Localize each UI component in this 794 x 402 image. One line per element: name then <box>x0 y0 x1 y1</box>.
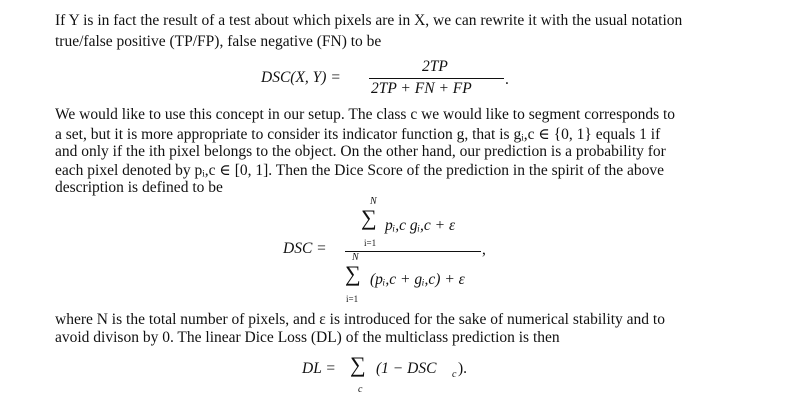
eq3-body: (1 − DSC <box>376 360 437 377</box>
para1-line1: If Y is in fact the result of a test about which pixels are in X, we can rewrite it with the usual notation <box>55 12 683 29</box>
eq2-num-upper-limit: N <box>370 196 377 207</box>
eq3-sum-symbol: ∑ <box>350 352 366 377</box>
eq2-fraction-bar <box>345 251 481 252</box>
eq1-lhs: DSC(X, Y) = <box>261 69 341 86</box>
para2-line5: description is defined to be <box>55 179 223 196</box>
para1-line2: true/false positive (TP/FP), false negative (FN) to be <box>55 33 382 50</box>
eq1-period: . <box>505 71 509 88</box>
para2-line3: and only if the ith pixel belongs to the object. On the other hand, our prediction is a probability for <box>55 143 666 160</box>
eq2-den-body: (pᵢ,c + gᵢ,c) + ε <box>370 271 465 288</box>
eq2-den-lower-limit: i=1 <box>346 294 359 304</box>
eq2-den-sum-symbol: ∑ <box>345 261 361 286</box>
eq3-lower-limit: c <box>358 384 363 395</box>
eq2-lhs: DSC = <box>283 240 327 257</box>
eq2-comma: , <box>482 241 486 258</box>
eq3-subscript: c <box>452 369 457 380</box>
eq3-close: ). <box>458 360 468 377</box>
eq2-num-lower-limit: i=1 <box>364 238 377 248</box>
eq1-fraction-bar <box>369 78 504 79</box>
eq1-numerator: 2TP <box>422 58 448 75</box>
eq1-denominator: 2TP + FN + FP <box>371 80 472 97</box>
para2-line2: a set, but it is more appropriate to consider its indicator function g, that is gᵢ,c ∈ {0, 1} equals 1 if <box>55 126 661 143</box>
eq2-den-upper-limit: N <box>352 252 359 263</box>
para2-line4: each pixel denoted by pᵢ,c ∈ [0, 1]. Then the Dice Score of the prediction in the spirit of the above <box>55 162 664 179</box>
para3-line2: avoid divison by 0. The linear Dice Loss (DL) of the multiclass prediction is then <box>55 329 560 346</box>
eq2-num-sum-symbol: ∑ <box>361 205 377 230</box>
eq2-num-body: pᵢ,c gᵢ,c + ε <box>385 217 456 234</box>
para3-line1: where N is the total number of pixels, and ε is introduced for the sake of numerical stability and to <box>55 311 665 328</box>
para2-line1: We would like to use this concept in our setup. The class c we would like to segment corresponds to <box>55 106 676 123</box>
eq3-lhs: DL = <box>302 360 336 377</box>
